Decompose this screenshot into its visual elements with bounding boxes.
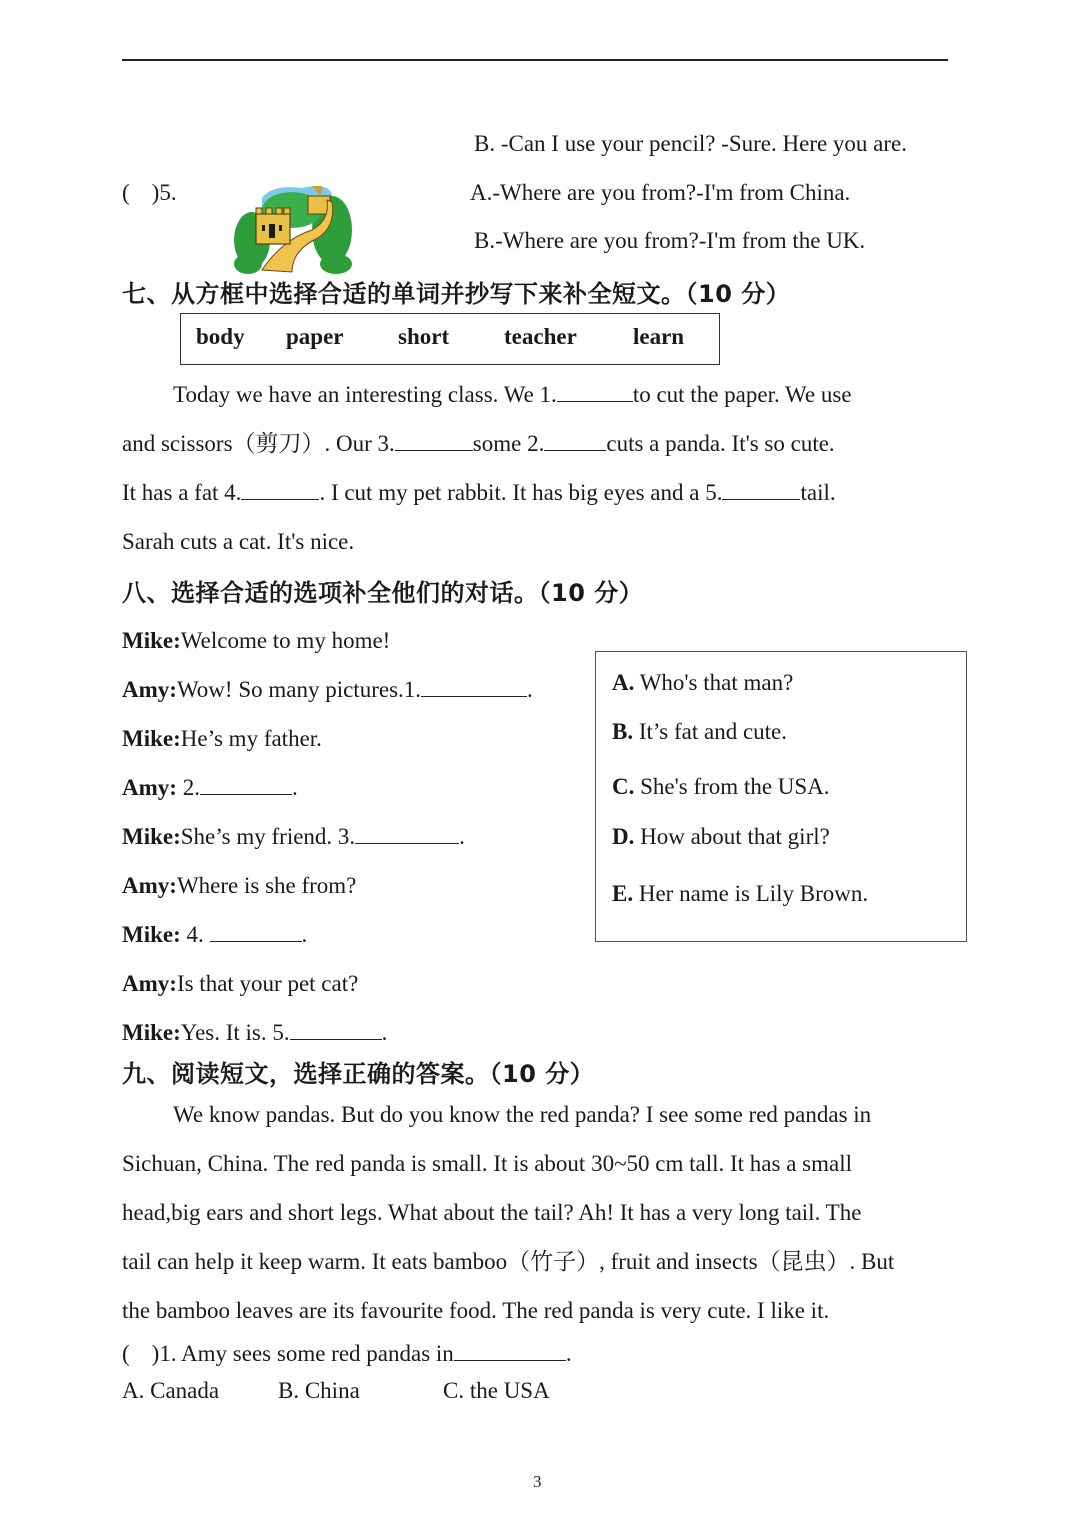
blank-3[interactable] — [395, 430, 473, 451]
blank-1[interactable] — [557, 381, 633, 402]
reading-q1-option-a: A. Canada — [122, 1378, 220, 1403]
page-number: 3 — [533, 1472, 542, 1491]
blank-5[interactable] — [722, 479, 800, 500]
option-d: D. How about that girl? — [612, 824, 830, 849]
blank-4[interactable] — [241, 479, 319, 500]
passage7-line-3: It has a fat 4. . I cut my pet rabbit. It has big eyes and a 5. tail. — [122, 480, 836, 505]
reading-q1-option-c: C. the USA — [443, 1378, 550, 1403]
passage7-line-2: and scissors（剪刀）. Our 3. some 2. cuts a panda. It's so cute. — [122, 431, 835, 456]
word-bank-item: short — [398, 324, 450, 349]
dialogue-line: Amy:Wow! So many pictures.1. . — [122, 677, 533, 702]
passage9-line-5: the bamboo leaves are its favourite food. The red panda is very cute. I like it. — [122, 1298, 830, 1323]
option-b: B. It’s fat and cute. — [612, 719, 788, 744]
dialogue-blank-3[interactable] — [355, 823, 459, 844]
option-a: A. Who's that man? — [612, 670, 794, 695]
reading-q1-option-b: B. China — [278, 1378, 360, 1403]
dialogue-line: Mike:Yes. It is. 5. . — [122, 1020, 388, 1045]
passage9-line-4: tail can help it keep warm. It eats bamboo（竹子）, fruit and insects（昆虫）. But — [122, 1249, 895, 1274]
section9-heading: 九、阅读短文，选择正确的答案。（10 分） — [122, 1060, 595, 1088]
q5-option-a: A.-Where are you from?-I'm from China. — [470, 180, 851, 205]
passage9-line-3: head,big ears and short legs. What about the tail? Ah! It has a very long tail. The — [122, 1200, 862, 1225]
dialogue-line: Amy:Where is she from? — [122, 873, 357, 898]
reading-q1-blank[interactable] — [454, 1340, 566, 1361]
great-wall-illustration-icon — [232, 180, 354, 276]
section8-heading: 八、选择合适的选项补全他们的对话。（10 分） — [122, 579, 644, 607]
dialogue-line: Mike:He’s my father. — [122, 726, 322, 751]
reading-question-1: ( )1. Amy sees some red pandas in . — [122, 1341, 572, 1366]
passage9-line-2: Sichuan, China. The red panda is small. It is about 30~50 cm tall. It has a small — [122, 1151, 852, 1176]
option-e: E. Her name is Lily Brown. — [612, 881, 869, 906]
dialogue-line: Mike: 4. . — [122, 922, 308, 947]
dialogue-options-box — [595, 651, 967, 942]
header-rule — [122, 59, 948, 61]
dialogue-blank-4[interactable] — [210, 921, 302, 942]
passage7-line-4: Sarah cuts a cat. It's nice. — [122, 529, 355, 554]
dialogue-line: Amy:Is that your pet cat? — [122, 971, 359, 996]
q5-answer-paren[interactable]: ( )5. — [122, 180, 177, 205]
dialogue-blank-1[interactable] — [421, 676, 527, 697]
word-bank-item: teacher — [504, 324, 577, 349]
dialogue-line: Mike:Welcome to my home! — [122, 628, 391, 653]
word-bank-item: learn — [633, 324, 685, 349]
section7-heading: 七、从方框中选择合适的单词并抄写下来补全短文。（10 分） — [122, 280, 791, 308]
word-bank-box — [180, 313, 720, 365]
dialogue-line: Amy: 2. . — [122, 775, 298, 800]
passage7-line-1: Today we have an interesting class. We 1. to cut the paper. We use — [173, 382, 852, 407]
dialogue-blank-5[interactable] — [290, 1019, 382, 1040]
word-bank-item: paper — [286, 324, 344, 349]
option-c: C. She's from the USA. — [612, 774, 830, 799]
word-bank-item: body — [196, 324, 245, 349]
dialogue-blank-2[interactable] — [200, 774, 292, 795]
q5-option-b: B.-Where are you from?-I'm from the UK. — [474, 228, 866, 253]
blank-2[interactable] — [544, 430, 606, 451]
prev-question-option-b: B. -Can I use your pencil? -Sure. Here you are. — [474, 131, 908, 156]
dialogue-line: Mike:She’s my friend. 3. . — [122, 824, 465, 849]
passage9-line-1: We know pandas. But do you know the red panda? I see some red pandas in — [173, 1102, 872, 1127]
